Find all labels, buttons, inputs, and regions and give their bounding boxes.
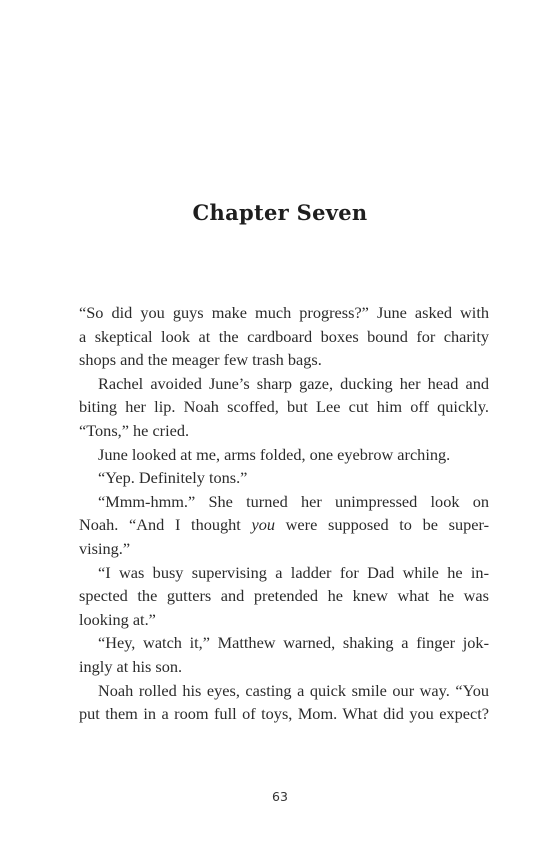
text-line: a skeptical look at the cardboard boxes bound for charity — [79, 326, 489, 346]
text-line: “Tons,” he cried. — [79, 420, 190, 440]
text-line: spected the gutters and pretended he knew what he was — [79, 586, 489, 606]
text-line: “So did you guys make much progress?” June asked with — [79, 303, 489, 322]
text-line: Rachel avoided June’s sharp gaze, ducking her head and — [98, 373, 489, 393]
body-text — [79, 301, 489, 726]
text-line: shops and the meager few trash bags. — [79, 350, 322, 370]
text-line: ingly at his son. — [79, 656, 183, 676]
text-line: Noah rolled his eyes, casting a quick smile our way. “You — [98, 680, 489, 700]
emphasis-text: you — [251, 515, 275, 535]
text-line: put them in a room full of toys, Mom. What did you expect? — [79, 704, 489, 724]
text-line: “Hey, watch it,” Matthew warned, shaking a finger jok- — [98, 633, 489, 653]
text-line: June looked at me, arms folded, one eyebrow arching. — [98, 444, 451, 464]
page-number: 63 — [272, 789, 288, 804]
text-segment: were supposed to be super- — [275, 515, 489, 535]
chapter-title: Chapter Seven — [192, 200, 368, 225]
text-line: looking at.” — [79, 609, 156, 629]
text-line: biting her lip. Noah scoffed, but Lee cut him off quickly. — [79, 397, 489, 417]
text-line — [79, 513, 489, 537]
text-line: “Mmm-hmm.” She turned her unimpressed look on — [98, 491, 489, 511]
text-line: “I was busy supervising a ladder for Dad while he in- — [98, 562, 489, 582]
text-segment: Noah. “And I thought — [79, 515, 252, 535]
text-line: vising.” — [79, 538, 131, 558]
text-line: “Yep. Definitely tons.” — [98, 468, 248, 488]
